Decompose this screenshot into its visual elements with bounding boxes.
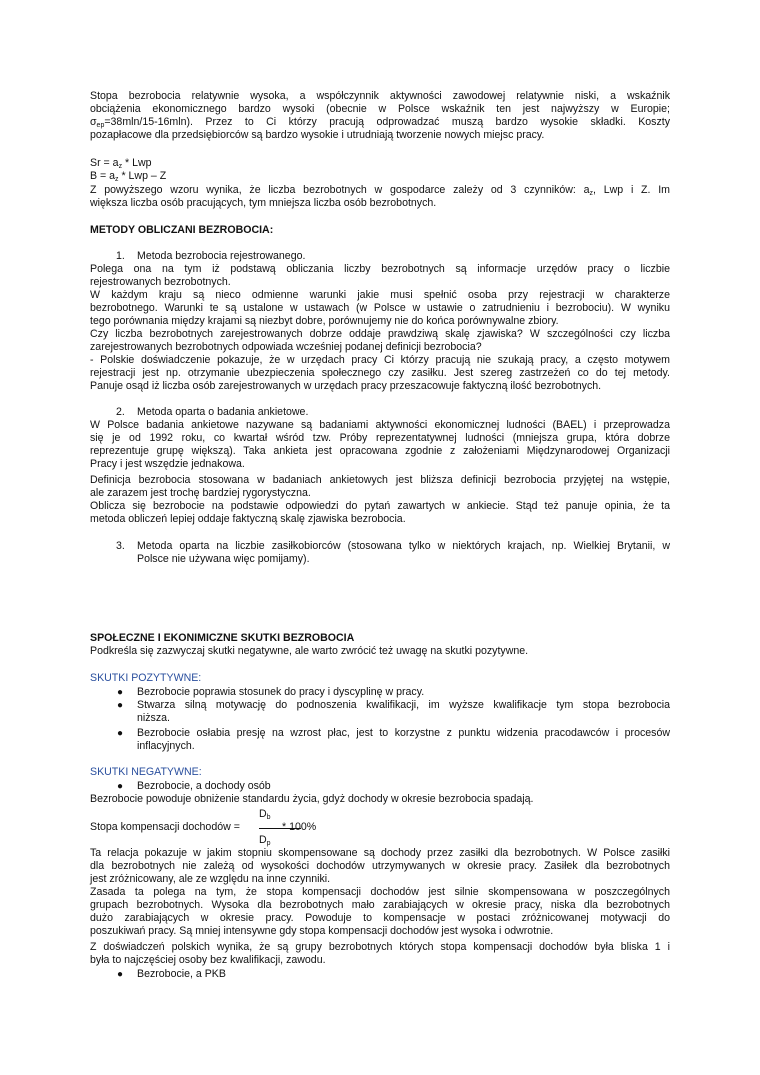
method-3-line-1: Metoda oparta na liczbie zasiłkobiorców (stosowana tylko w niektórych krajach, np. Wielkiej Brytanii, w [137, 540, 670, 552]
methods-heading: METODY OBLICZANI BEZROBOCIA: [90, 224, 274, 236]
method-1-line: Panuje osąd iż liczba osób zarejestrowanych w urzędach pracy przeszacowuje faktyczną ilość bezrobotnych. [90, 380, 602, 392]
bullet-icon: ● [117, 969, 124, 980]
negative-effect-line: dużo zarabiających w okresie pracy. Powoduje to kompensacje w postaci zróżnicowanej motywacji do [90, 912, 670, 924]
conclusion-1-right: , Lwp i Z. Im [593, 184, 671, 196]
method-1-line: W każdym kraju są nieco odmienne warunki jakie musi spełnić osoba przy rejestracji w charakterze [90, 289, 670, 301]
intro-line-4: pozapłacowe dla przedsiębiorców są bardzo wysokie i utrudniają tworzenie nowych miejsc pracy. [90, 129, 545, 141]
negative-effects-heading: SKUTKI NEGATYWNE: [90, 766, 202, 778]
positive-effect-1: Bezrobocie poprawia stosunek do pracy i dyscyplinę w pracy. [137, 686, 425, 698]
sigma-symbol: σ [90, 116, 97, 128]
formula-b [90, 170, 670, 184]
negative-effect-1-text: Bezrobocie powoduje obniżenie standardu życia, gdyż dochody w okresie bezrobocia spadają. [90, 793, 534, 805]
method-2-line: Pracy i jest wszędzie jednakowa. [90, 458, 245, 470]
method-1-line: Czy liczba bezrobotnych zarejestrowanych dobrze oddaje prawdziwą skalę zjawiska? W szczególności czy liczba [90, 328, 670, 340]
bullet-icon: ● [117, 781, 124, 792]
intro-line-1: Stopa bezrobocia relatywnie wysoka, a współczynnik aktywności zawodowej relatywnie niski, a wskaźnik [90, 90, 670, 102]
method-2-line: Definicja bezrobocia stosowana w badaniach ankietowych jest bliższa definicji bezrobocia przyjętej na wstępie, [90, 474, 670, 486]
negative-effect-line: Z doświadczeń polskich wynika, że są grupy bezrobotnych których stopa kompensacji dochodów była bliska 1 i [90, 941, 670, 953]
intro-line-3-text: =38mln/15-16mln). Przez to Ci którzy pracują odprowadzać muszą bardzo wysokie składki. Koszty [104, 116, 670, 128]
negative-effect-1: Bezrobocie, a dochody osób [137, 780, 271, 792]
sigma-subscript: ep [96, 122, 105, 129]
negative-effect-line: poszukiwań pracy. Są mniej intensywne gdy stopa kompensacji dochodów jest wysoka i odwrotnie. [90, 925, 554, 937]
method-1-line: rejestracji jest np. otrzymanie ubezpieczenia społecznego czy zasiłku. Jest szereg zastrzeżeń co do tej metody. [90, 367, 670, 379]
method-2-line: metoda obliczeń lepiej oddaje faktyczną skalę zjawiska bezrobocia. [90, 513, 406, 525]
negative-effect-line: dla bezrobotnych nie zależą od wysokości dochodów utrzymywanych w okresie pracy. Zasiłek dla bezrobotnych [90, 860, 670, 872]
formula-b-left: B = a [90, 170, 116, 182]
method-1-line: - Polskie doświadczenie pokazuje, że w urzędach pracy Ci którzy pracują nie szukają pracy, a często motywem [90, 354, 670, 366]
formula-b-sub: z [115, 176, 119, 183]
effects-intro: Podkreśla się zazwyczaj skutki negatywne, ale warto zwrócić też uwagę na skutki pozytywne. [90, 645, 529, 657]
formula-sr-right: * Lwp [122, 157, 152, 169]
numerator-symbol: D [259, 808, 267, 820]
formula-conclusion-2: większa liczba osób pracujących, tym mniejsza liczba osób bezrobotnych. [90, 197, 437, 209]
formula-label: Stopa kompensacji dochodów = [90, 821, 240, 833]
method-1-line: rejestrowanych bezrobotnych. [90, 276, 231, 288]
method-2-line: Oblicza się bezrobocie na podstawie odpowiedzi do pytań zawartych w ankiecie. Stąd też panuje opinia, że ta [90, 500, 670, 512]
method-2-line: reprezentuje grupę większą). Taka ankieta jest opracowana zgodnie z założeniami Międzynarodowej Organizacji [90, 445, 670, 457]
formula-numerator [259, 808, 271, 822]
denominator-symbol: D [259, 834, 267, 846]
negative-effect-2: Bezrobocie, a PKB [137, 968, 226, 980]
method-1-line: zarejestrowanych bezrobotnych odpowiada wcześniej podanej definicji bezrobocia? [90, 341, 482, 353]
positive-effect-2-line-2: niższa. [137, 712, 170, 724]
formula-multiplier: * 100% [282, 821, 317, 833]
method-1-title: Metoda bezrobocia rejestrowanego. [137, 250, 306, 262]
denominator-subscript: p [266, 840, 271, 847]
formula-sr-left: Sr = a [90, 157, 119, 169]
negative-effect-line: jest zróżnicowany, ale ze względu na inne czynniki. [90, 873, 331, 885]
method-2-number: 2. [116, 406, 125, 418]
method-2-line: się je od 1992 roku, co kwartał wśród tzw. Próby reprezentatywnej ludności (mniejsza grupa, która dobrze [90, 432, 670, 444]
method-1-line: tego porównania między krajami są niezbyt dobre, porównujemy nie do końca porównywalne zbiory. [90, 315, 559, 327]
method-2-line: ale zarazem jest trochę bardziej rygorystyczna. [90, 487, 311, 499]
bullet-icon: ● [117, 700, 124, 711]
method-2-line: W Polsce badania ankietowe nazywane są badaniami aktywności ekonomicznej ludności (BAEL) i przeprowadza [90, 419, 670, 431]
method-1-line: bezrobotnego. Warunki te są ustalone w ustawach (w Polsce w ustawie o zatrudnieniu i bezrobociu). W wyniku [90, 302, 670, 314]
intro-line-2: obciążenia ekonomicznego bardzo wysoki (obecnie w Polsce wskaźnik ten jest najwyższy w Europie; [90, 103, 670, 115]
formula-conclusion-1 [90, 184, 670, 198]
method-1-number: 1. [116, 250, 125, 262]
positive-effect-3-line-1: Bezrobocie osłabia presję na wzrost płac, jest to korzystne z punktu widzenia pracodawców i procesów [137, 727, 670, 739]
bullet-icon: ● [117, 728, 124, 739]
numerator-subscript: b [266, 814, 271, 821]
formula-b-right: * Lwp – Z [118, 170, 167, 182]
formula-sr-sub: z [118, 163, 123, 170]
intro-line-3 [90, 116, 670, 130]
negative-effect-line: Ta relacja pokazuje w jakim stopniu skompensowane są dochody przez zasiłki dla bezrobotnych. W Polsce zasiłki [90, 847, 670, 859]
method-1-line: Polega ona na tym iż podstawą obliczania liczby bezrobotnych są informacje urzędów pracy o liczbie [90, 263, 670, 275]
negative-effect-line: grupach bezrobotnych. Wysoka dla bezrobotnych mało zarabiających w okresie pracy, niska dla bezrobotnych [90, 899, 670, 911]
formula-denominator [259, 834, 271, 848]
positive-effect-2-line-1: Stwarza silną motywację do podnoszenia kwalifikacji, im wyższe kwalifikacje tym stopa bezrobocia [137, 699, 670, 711]
formula-sr [90, 157, 670, 171]
conclusion-1-left: Z powyższego wzoru wynika, że liczba bezrobotnych w gospodarce zależy od 3 czynników: a [90, 184, 590, 196]
method-2-title: Metoda oparta o badania ankietowe. [137, 406, 309, 418]
effects-heading: SPOŁECZNE I EKONIMICZNE SKUTKI BEZROBOCIA [90, 632, 355, 644]
bullet-icon: ● [117, 687, 124, 698]
conclusion-1-sub: z [589, 190, 594, 197]
method-3-line-2: Polsce nie używana więc pomijamy). [137, 553, 310, 565]
negative-effect-line: Zasada ta polega na tym, że stopa kompensacji dochodów jest silnie skompensowana w poszczególnych [90, 886, 670, 898]
positive-effects-heading: SKUTKI POZYTYWNE: [90, 672, 202, 684]
method-3-number: 3. [116, 540, 125, 552]
negative-effect-line: była to najczęściej osoby bez kwalifikacji, zawodu. [90, 954, 326, 966]
positive-effect-3-line-2: inflacyjnych. [137, 740, 195, 752]
